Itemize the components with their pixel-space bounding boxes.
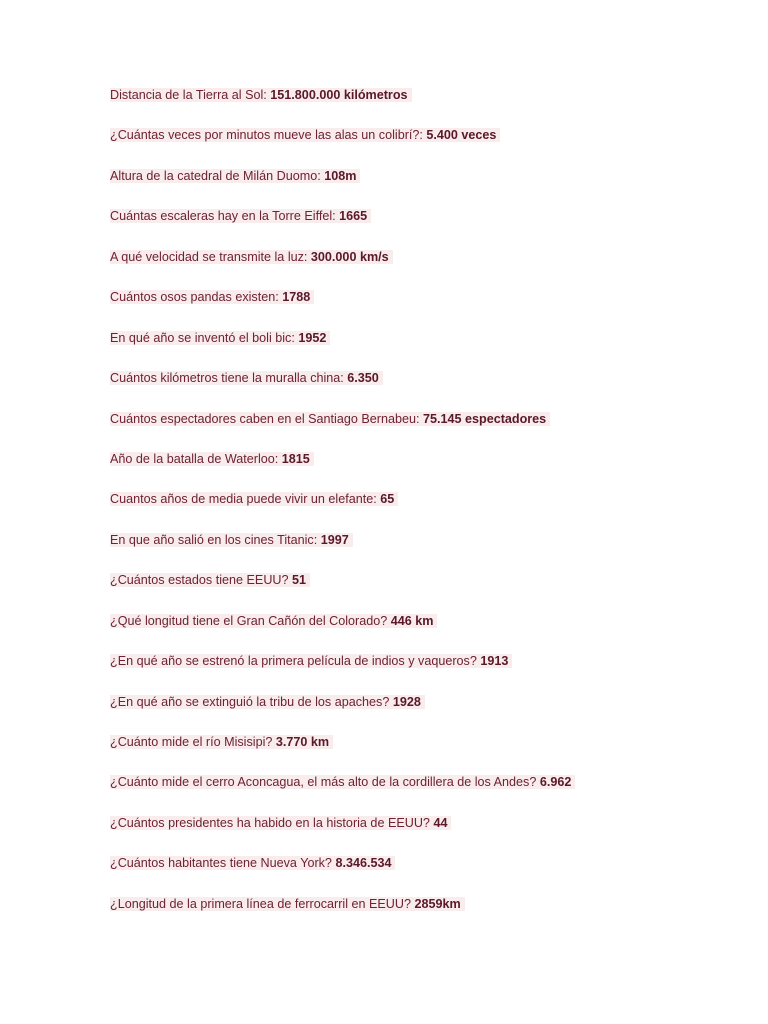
highlighted-text — [110, 412, 550, 426]
answer-text: 108m — [324, 168, 357, 183]
highlighted-text — [110, 775, 575, 789]
question-text: En qué año se inventó el boli bic: — [110, 330, 299, 345]
question-text: ¿Cuántos estados tiene EEUU? — [110, 573, 293, 588]
highlighted-text — [110, 695, 425, 709]
highlighted-text — [110, 492, 398, 506]
answer-text: 300.000 km/s — [310, 249, 389, 264]
answer-text: 6.962 — [539, 775, 572, 790]
answer-text: 446 km — [390, 613, 434, 628]
answer-text: 1997 — [320, 532, 349, 547]
list-item — [110, 87, 730, 127]
list-item — [110, 613, 730, 653]
highlighted-text — [110, 816, 451, 830]
question-text: Año de la batalla de Waterloo: — [110, 451, 282, 466]
answer-text: 151.800.000 kilómetros — [270, 88, 408, 102]
list-item — [110, 451, 730, 491]
question-text: En que año salió en los cines Titanic: — [110, 532, 321, 547]
list-item — [110, 694, 730, 734]
answer-text: 1815 — [281, 451, 310, 466]
highlighted-text — [110, 250, 393, 264]
question-text: ¿Qué longitud tiene el Gran Cañón del Colorado? — [110, 613, 391, 628]
list-item — [110, 249, 730, 289]
question-text: Cuántos osos pandas existen: — [110, 290, 283, 305]
answer-text: 6.350 — [347, 371, 379, 386]
list-item — [110, 289, 730, 329]
list-item — [110, 572, 730, 612]
answer-text: 1788 — [282, 290, 311, 305]
list-item — [110, 532, 730, 572]
question-text: Altura de la catedral de Milán Duomo: — [110, 168, 325, 183]
highlighted-text — [110, 614, 437, 628]
list-item — [110, 815, 730, 855]
question-text: ¿En qué año se estrenó la primera película de indios y vaqueros? — [110, 654, 481, 669]
answer-text: 1928 — [392, 694, 421, 709]
list-item — [110, 208, 730, 248]
highlighted-text — [110, 290, 314, 304]
highlighted-text — [110, 856, 395, 870]
question-text: ¿Cuántos presidentes ha habido en la historia de EEUU? — [110, 815, 434, 830]
highlighted-text — [110, 533, 353, 547]
list-item — [110, 168, 730, 208]
question-text: ¿Longitud de la primera línea de ferrocarril en EEUU? — [110, 896, 415, 911]
list-item — [110, 653, 730, 693]
question-text: ¿Cuánto mide el cerro Aconcagua, el más alto de la cordillera de los Andes? — [110, 775, 540, 790]
highlighted-text — [110, 654, 512, 668]
list-item — [110, 774, 730, 814]
answer-text: 1913 — [480, 654, 509, 669]
question-text: ¿En qué año se extinguió la tribu de los apaches? — [110, 694, 393, 709]
answer-text: 8.346.534 — [335, 856, 392, 871]
answer-text: 2859km — [414, 896, 461, 911]
highlighted-text — [110, 169, 360, 183]
highlighted-text — [110, 128, 500, 142]
answer-text: 5.400 veces — [426, 128, 497, 143]
answer-text: 3.770 km — [275, 735, 330, 749]
highlighted-text — [110, 573, 310, 587]
answer-text: 65 — [380, 492, 395, 507]
list-item — [110, 734, 730, 774]
list-item — [110, 127, 730, 167]
highlighted-text — [110, 209, 371, 223]
list-item — [110, 491, 730, 531]
question-text: ¿Cuántas veces por minutos mueve las alas un colibrí?: — [110, 128, 427, 143]
highlighted-text — [110, 452, 314, 466]
question-text: Cuántos kilómetros tiene la muralla china: — [110, 371, 348, 386]
answer-text: 1665 — [339, 209, 368, 224]
list-item — [110, 896, 730, 936]
list-item — [110, 855, 730, 895]
question-text: ¿Cuánto mide el río Misisipi? — [110, 735, 276, 749]
question-text: Cuántas escaleras hay en la Torre Eiffel: — [110, 209, 340, 224]
question-text: Cuántos espectadores caben en el Santiago Bernabeu: — [110, 411, 423, 426]
highlighted-text — [110, 897, 465, 911]
answer-text: 51 — [292, 573, 307, 588]
answer-text: 75.145 espectadores — [422, 411, 547, 426]
question-text: Cuantos años de media puede vivir un elefante: — [110, 492, 381, 507]
answer-text: 1952 — [298, 330, 327, 345]
highlighted-text — [110, 735, 333, 749]
highlighted-text — [110, 331, 330, 345]
document-body — [110, 87, 730, 936]
question-text: Distancia de la Tierra al Sol: — [110, 88, 271, 102]
list-item — [110, 411, 730, 451]
highlighted-text — [110, 88, 412, 102]
list-item — [110, 370, 730, 410]
question-text: A qué velocidad se transmite la luz: — [110, 249, 311, 264]
answer-text: 44 — [433, 815, 448, 830]
list-item — [110, 330, 730, 370]
question-text: ¿Cuántos habitantes tiene Nueva York? — [110, 856, 336, 871]
highlighted-text — [110, 371, 383, 385]
